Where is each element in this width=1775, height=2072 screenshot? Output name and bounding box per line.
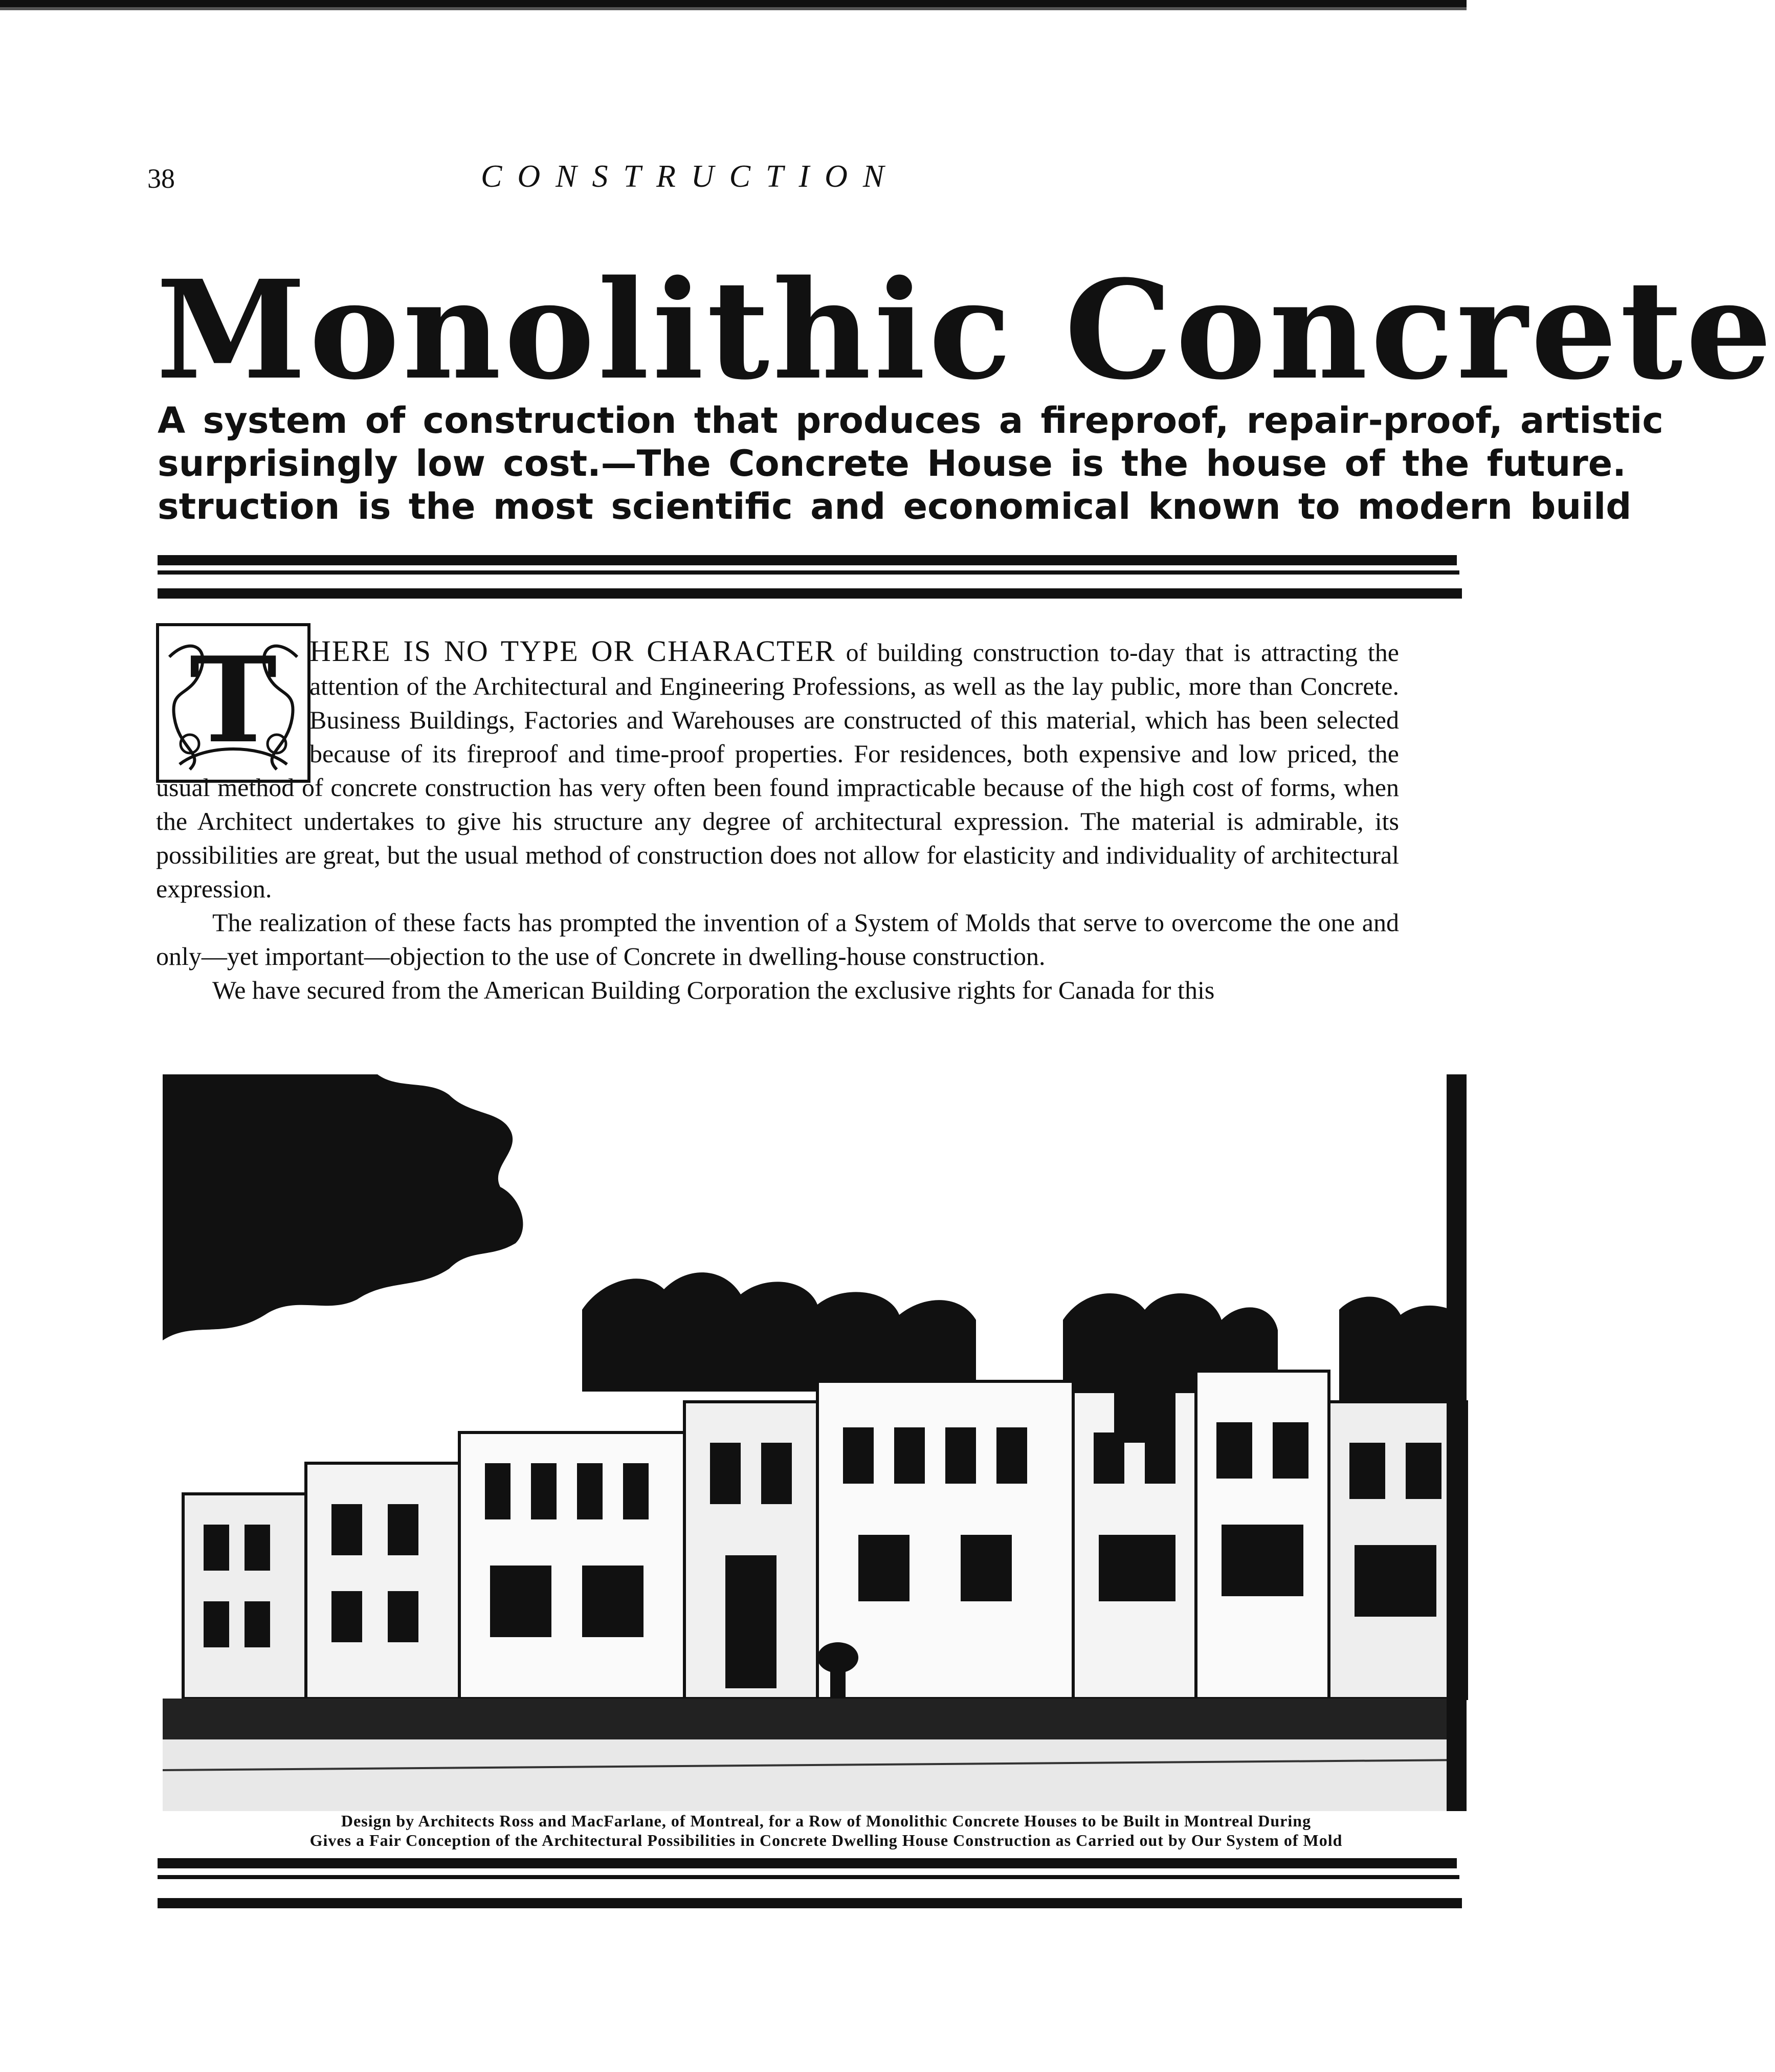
running-head: CONSTRUCTION bbox=[481, 159, 900, 194]
dropcap-spacer bbox=[156, 634, 309, 769]
scan-top-border bbox=[0, 0, 1467, 7]
dropcap-letter: T bbox=[189, 631, 277, 769]
rule-top-thick-2 bbox=[158, 588, 1462, 599]
subhead-line: A system of construction that produces a fireproof, repair-proof, artistic bbox=[158, 400, 1663, 442]
headline: Monolithic Concrete bbox=[156, 251, 1775, 410]
rule-bottom-thin bbox=[158, 1875, 1459, 1879]
paragraph-3: We have secured from the American Building Corporation the exclusive rights for Canada for this bbox=[212, 976, 1215, 1004]
paragraph-2: The realization of these facts has prompted the invention of a System of Molds that serve to overcome the one and only—yet important—objection to the use of Concrete in dwelling-house construction. bbox=[156, 908, 1399, 971]
caption-line: Design by Architects Ross and MacFarlane, of Montreal, for a Row of Monolithic Concrete Houses to be Built in Montreal During bbox=[341, 1812, 1312, 1830]
rule-top-thin bbox=[158, 570, 1459, 575]
intro-text: of building construction to-day that is attracting the attention of the Architectural and Engineering Professions, as well as the lay public, more than Concrete. Business Buildings, Factories and Warehouses are constructed of this material, which has been selected because of its fireproof and time-proof properties. For residences, both expensive and low priced, the usual method of concrete construction has very often been found impracticable because of the high cost of forms, when the Architect undertakes to give his structure any degree of architectural expression. The material is admirable, its possibilities are great, but the usual method of construction does not allow for elasticity and individuality of architectural expression. bbox=[156, 638, 1399, 903]
rule-bottom-thick bbox=[158, 1858, 1457, 1868]
subhead-line: struction is the most scientific and economical known to modern build bbox=[158, 486, 1632, 527]
intro-paragraph bbox=[156, 634, 1399, 1007]
figure-caption bbox=[189, 1811, 1463, 1850]
rule-top-thick bbox=[158, 555, 1457, 565]
intro-caps: HERE IS NO TYPE OR CHARACTER bbox=[309, 634, 836, 668]
subhead-line: surprisingly low cost.—The Concrete House is the house of the future. bbox=[158, 443, 1626, 484]
caption-line: Gives a Fair Conception of the Architectural Possibilities in Concrete Dwelling House Construction as Carried out by Our System of Mold bbox=[309, 1831, 1343, 1849]
houses-illustration-image bbox=[163, 1074, 1467, 1811]
subhead bbox=[158, 399, 1663, 528]
houses-illustration bbox=[163, 1074, 1467, 1811]
rule-bottom-thick-2 bbox=[158, 1898, 1462, 1908]
scan-top-border-shadow bbox=[0, 7, 1467, 10]
page-number: 38 bbox=[147, 163, 175, 194]
